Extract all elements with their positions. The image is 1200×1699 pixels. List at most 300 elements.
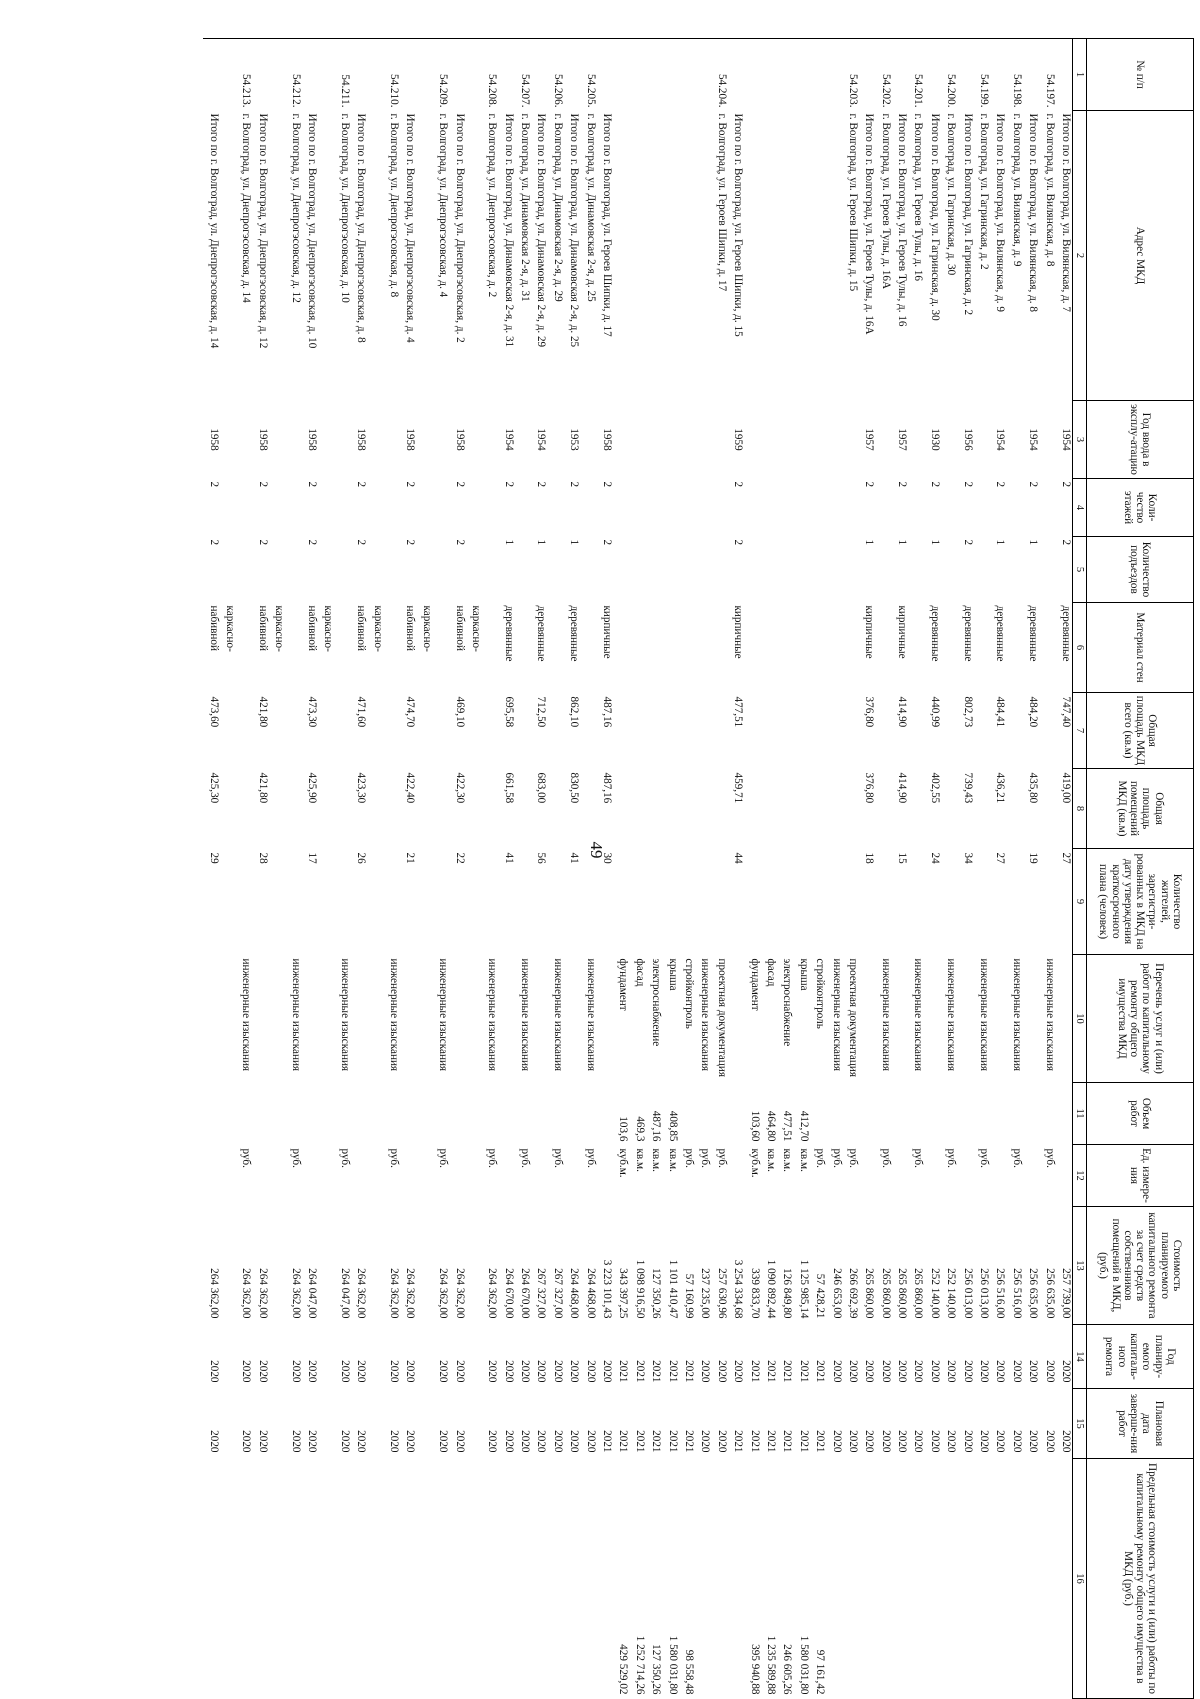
table-cell: 1 235 589,88 (764, 1635, 777, 1695)
table-cell: 257 739,00 (1060, 1268, 1072, 1319)
table-cell (351, 955, 367, 1083)
table-cell: 402,55 (928, 772, 941, 804)
column-number-cell: 13 (1073, 1207, 1087, 1325)
table-cell: руб. (699, 1148, 712, 1168)
table-row (990, 39, 1006, 1699)
header-cell-11: Объем работ (1087, 1083, 1194, 1145)
table-cell: инженерные изыскания (486, 958, 499, 1072)
table-cell (318, 955, 334, 1083)
table-cell: кирпичные (896, 605, 909, 659)
table-cell (761, 693, 777, 769)
table-cell (449, 955, 465, 1083)
table-cell (400, 1083, 416, 1145)
table-cell (449, 1145, 465, 1207)
table-cell (629, 769, 645, 849)
table-body (203, 39, 1072, 1699)
table-row (580, 39, 596, 1699)
table-cell: 2020 (1043, 1430, 1056, 1453)
table-cell (302, 1145, 318, 1207)
table-cell (482, 603, 498, 693)
table-cell: 422,30 (453, 772, 466, 804)
table-cell: 435,80 (1027, 772, 1040, 804)
table-cell: 2020 (584, 1360, 597, 1383)
table-cell: 1930 (928, 428, 941, 451)
table-cell: инженерные изыскания (1010, 958, 1023, 1072)
table-cell: 3 223 101,43 (601, 1259, 614, 1319)
table-cell: 44 (732, 852, 745, 864)
table-cell (367, 1325, 383, 1389)
table-cell (679, 39, 695, 111)
table-cell (384, 849, 400, 955)
table-cell (875, 479, 891, 537)
table-cell (941, 1083, 957, 1145)
table-cell (744, 111, 760, 401)
table-cell: проектная документация (715, 958, 728, 1078)
table-cell: кв.м. (797, 1148, 810, 1172)
table-cell: г. Волгоград, ул. Гагринская, д. 30 (945, 113, 958, 276)
table-cell: кирпичные (732, 605, 745, 659)
table-row (1023, 39, 1039, 1699)
table-cell (728, 955, 744, 1083)
table-cell (728, 1083, 744, 1145)
table-cell: фасад (633, 958, 646, 987)
table-row (416, 39, 432, 1699)
table-cell (548, 1459, 564, 1699)
table-cell: 1 580 031,80 (797, 1635, 810, 1695)
table-cell: 2020 (715, 1430, 728, 1453)
table-cell (564, 955, 580, 1083)
table-cell: деревянные (502, 605, 515, 662)
capital-repair-plan-table (203, 38, 1194, 1699)
table-cell (728, 1459, 744, 1699)
table-cell: 1958 (256, 428, 269, 451)
table-cell: руб. (683, 1148, 696, 1168)
table-row (433, 39, 449, 1699)
table-cell (761, 401, 777, 479)
table-cell (777, 39, 793, 111)
table-cell (416, 1083, 432, 1145)
table-cell (646, 769, 662, 849)
table-cell (1039, 603, 1055, 693)
table-cell (416, 1459, 432, 1699)
table-cell (433, 401, 449, 479)
table-cell (761, 39, 777, 111)
table-cell: 2021 (650, 1430, 663, 1453)
table-row (777, 39, 793, 1699)
table-cell: Итого по г. Волгоград, ул. Динамовская 2-я, д. 25 (568, 113, 581, 348)
table-cell: 103,60 (748, 1110, 761, 1142)
table-cell: 2021 (814, 1430, 827, 1453)
table-cell: 252 140,00 (928, 1268, 941, 1319)
table-cell (220, 693, 236, 769)
table-cell: 2021 (683, 1430, 696, 1453)
table-cell (269, 849, 285, 955)
table-row (810, 39, 826, 1699)
table-row (531, 39, 547, 1699)
table-cell: 264 362,00 (453, 1268, 466, 1319)
table-cell: 2021 (797, 1430, 810, 1453)
table-cell: 2020 (846, 1360, 859, 1383)
table-cell (908, 769, 924, 849)
table-row (515, 39, 531, 1699)
table-cell (1006, 401, 1022, 479)
table-cell (957, 39, 973, 111)
table-cell (662, 603, 678, 693)
table-cell: г. Волгоград, ул. Динамовская 2-я, д. 25 (584, 113, 597, 302)
table-cell (777, 693, 793, 769)
table-cell: 2021 (732, 1430, 745, 1453)
table-cell: 2020 (306, 1430, 319, 1453)
table-cell: 264 362,00 (240, 1268, 253, 1319)
table-cell (515, 603, 531, 693)
table-cell: 54.209. (433, 39, 449, 111)
table-cell: электроснабжение (781, 958, 794, 1047)
table-cell: руб. (912, 1148, 925, 1168)
table-cell: 267 327,00 (535, 1268, 548, 1319)
table-cell (351, 1083, 367, 1145)
table-cell (384, 603, 400, 693)
table-cell (974, 1083, 990, 1145)
table-cell (285, 603, 301, 693)
table-cell: 2020 (1027, 1430, 1040, 1453)
table-cell: г. Волгоград, ул. Днепрогэсовская, д. 12 (289, 113, 302, 303)
table-row (1006, 39, 1022, 1699)
table-cell (892, 1083, 908, 1145)
table-cell (318, 111, 334, 401)
table-cell: 1958 (207, 428, 220, 451)
table-cell: деревянные (928, 605, 941, 662)
table-cell: стройконтроль (683, 958, 696, 1029)
table-cell (515, 849, 531, 955)
header-cell-6: Материал стен (1087, 603, 1194, 693)
table-cell: 256 516,00 (1010, 1268, 1023, 1319)
table-cell: инженерные изыскания (338, 958, 351, 1072)
table-cell (843, 1083, 859, 1145)
table-row (482, 39, 498, 1699)
table-cell: 1958 (404, 428, 417, 451)
table-cell: 2020 (502, 1430, 515, 1453)
table-cell (777, 603, 793, 693)
table-cell (548, 603, 564, 693)
table-cell: 54.208. (482, 39, 498, 111)
table-cell: Итого по г. Волгоград, ул. Вилянская, д. 8 (1027, 113, 1040, 312)
table-cell (515, 769, 531, 849)
table-cell: кв.м. (764, 1148, 777, 1172)
table-cell: 2020 (256, 1430, 269, 1453)
table-cell: 419,00 (1060, 772, 1072, 804)
table-cell: кв.м. (650, 1148, 663, 1172)
table-cell (695, 693, 711, 769)
table-cell: 414,90 (896, 772, 909, 804)
table-cell (711, 1083, 727, 1145)
table-cell: 2020 (207, 1360, 220, 1383)
table-cell (334, 401, 350, 479)
table-cell (1023, 39, 1039, 111)
table-cell (318, 1459, 334, 1699)
header-cell-1: № п/п (1087, 39, 1194, 111)
table-cell: 264 670,00 (519, 1268, 532, 1319)
table-cell: 1954 (502, 428, 515, 451)
table-cell (908, 1083, 924, 1145)
table-cell: Итого по г. Волгоград, ул. Вилянская, д. 9 (994, 113, 1007, 312)
table-cell (334, 537, 350, 603)
table-cell (597, 955, 613, 1083)
table-row (236, 39, 252, 1699)
table-cell: 2020 (207, 1430, 220, 1453)
table-cell (810, 39, 826, 111)
table-cell (711, 693, 727, 769)
table-cell (810, 401, 826, 479)
column-number-cell: 7 (1073, 693, 1087, 769)
table-cell (843, 401, 859, 479)
table-cell (629, 849, 645, 955)
table-cell (531, 1083, 547, 1145)
table-cell (990, 39, 1006, 111)
table-cell: 2 (1027, 481, 1040, 488)
table-row (351, 39, 367, 1699)
table-cell (384, 693, 400, 769)
table-cell (482, 769, 498, 849)
table-cell: 264 362,00 (387, 1268, 400, 1319)
table-cell (220, 401, 236, 479)
table-cell (613, 39, 629, 111)
table-cell (646, 111, 662, 401)
table-cell (875, 1083, 891, 1145)
table-cell (236, 693, 252, 769)
table-cell (318, 479, 334, 537)
table-cell: 2020 (289, 1360, 302, 1383)
table-cell (466, 1207, 482, 1325)
table-cell: 2021 (748, 1360, 761, 1383)
table-cell (974, 603, 990, 693)
table-cell: 425,30 (207, 772, 220, 804)
table-cell (367, 111, 383, 401)
table-cell (400, 1459, 416, 1699)
table-cell: 414,90 (896, 696, 909, 728)
table-row (679, 39, 695, 1699)
table-cell: 2020 (338, 1360, 351, 1383)
table-row (728, 39, 744, 1699)
table-cell (220, 769, 236, 849)
table-row (384, 39, 400, 1699)
table-cell (302, 39, 318, 111)
table-header (1087, 39, 1194, 1699)
table-cell (826, 111, 842, 401)
table-cell (793, 603, 809, 693)
table-cell (433, 769, 449, 849)
table-cell (679, 111, 695, 401)
table-cell: г. Волгоград, ул. Вилянская, д. 8 (1043, 113, 1056, 267)
table-row (548, 39, 564, 1699)
table-cell: 127 350,26 (650, 1268, 663, 1319)
table-cell: 1 (1027, 539, 1040, 546)
column-number-cell: 3 (1073, 401, 1087, 479)
table-cell: 54.197. (1039, 39, 1055, 111)
table-cell (269, 1459, 285, 1699)
table-cell (548, 479, 564, 537)
table-cell: каркасно- (420, 605, 433, 652)
table-cell: 2021 (650, 1360, 663, 1383)
table-cell (629, 693, 645, 769)
table-cell: 477,51 (732, 696, 745, 728)
table-cell (498, 1083, 514, 1145)
table-cell: набивной (404, 605, 417, 651)
table-cell: кв.м. (781, 1148, 794, 1172)
table-cell (843, 1459, 859, 1699)
table-cell: 2020 (732, 1360, 745, 1383)
table-cell (384, 401, 400, 479)
table-cell (515, 401, 531, 479)
table-cell: 2020 (568, 1360, 581, 1383)
table-cell: 487,16 (601, 772, 614, 804)
table-cell (695, 537, 711, 603)
table-cell (826, 39, 842, 111)
table-cell (646, 603, 662, 693)
table-cell: стройконтроль (814, 958, 827, 1029)
table-cell: 2020 (863, 1360, 876, 1383)
table-cell (613, 849, 629, 955)
table-cell (580, 849, 596, 955)
table-cell: 54.212. (285, 39, 301, 111)
table-cell: руб. (1010, 1148, 1023, 1168)
table-cell (482, 537, 498, 603)
table-row (908, 39, 924, 1699)
table-cell (416, 1389, 432, 1459)
table-cell (416, 769, 432, 849)
table-cell (318, 39, 334, 111)
table-cell: 2020 (355, 1360, 368, 1383)
table-cell (679, 849, 695, 955)
table-cell: 739,43 (961, 772, 974, 804)
table-cell (826, 693, 842, 769)
table-cell: 265 860,00 (863, 1268, 876, 1319)
table-cell (203, 39, 219, 111)
table-cell (744, 769, 760, 849)
table-cell: 395 940,88 (748, 1644, 761, 1695)
table-cell: 2020 (404, 1360, 417, 1383)
table-cell (1006, 693, 1022, 769)
table-cell: 2 (535, 481, 548, 488)
table-cell: 267 327,00 (551, 1268, 564, 1319)
table-cell (810, 849, 826, 955)
table-cell: 264 362,00 (207, 1268, 220, 1319)
table-cell (646, 537, 662, 603)
table-cell: 264 468,00 (584, 1268, 597, 1319)
table-cell: деревянные (535, 605, 548, 662)
column-number-cell: 4 (1073, 479, 1087, 537)
header-cell-15: Плановая дата заверше-ния работ (1087, 1389, 1194, 1459)
table-cell: 1 580 031,80 (666, 1635, 679, 1695)
table-cell: деревянные (994, 605, 1007, 662)
table-cell: 2020 (1060, 1360, 1072, 1383)
table-cell: набивной (355, 605, 368, 651)
table-cell: инженерные изыскания (945, 958, 958, 1072)
table-cell (318, 1145, 334, 1207)
table-cell (859, 955, 875, 1083)
table-cell: 408,85 (666, 1110, 679, 1142)
table-cell (285, 693, 301, 769)
table-cell (793, 479, 809, 537)
table-cell: 2 (453, 481, 466, 488)
table-cell: 1 252 714,26 (633, 1635, 646, 1695)
table-cell (761, 537, 777, 603)
table-cell: 484,41 (994, 696, 1007, 728)
header-cell-5: Количество подъездов (1087, 537, 1194, 603)
table-cell: 1957 (896, 428, 909, 451)
table-cell (351, 39, 367, 111)
table-cell: 2021 (617, 1360, 630, 1383)
table-cell: руб. (1043, 1148, 1056, 1168)
table-cell: г. Волгоград, ул. Динамовская 2-я, д. 31 (519, 113, 532, 302)
table-cell: руб. (945, 1148, 958, 1168)
table-cell (679, 603, 695, 693)
table-cell: 21 (404, 852, 417, 864)
table-cell: Итого по г. Волгоград, ул. Днепрогэсовская, д. 10 (306, 113, 319, 349)
table-cell (777, 401, 793, 479)
table-cell: руб. (584, 1148, 597, 1168)
table-cell (646, 479, 662, 537)
table-cell: 2020 (240, 1430, 253, 1453)
table-cell: руб. (437, 1148, 450, 1168)
table-cell: Итого по г. Волгоград, ул. Днепрогэсовская, д. 4 (404, 113, 417, 343)
table-cell: Итого по г. Волгоград, ул. Героев Тулы, д. 16А (863, 113, 876, 335)
table-cell: 1954 (535, 428, 548, 451)
table-cell (548, 693, 564, 769)
table-cell (384, 537, 400, 603)
table-cell (466, 1083, 482, 1145)
table-cell (859, 39, 875, 111)
table-cell (367, 849, 383, 955)
table-cell: 421,80 (256, 772, 269, 804)
table-cell: Итого по г. Волгоград, ул. Динамовская 2-я, д. 29 (535, 113, 548, 348)
table-cell (269, 537, 285, 603)
table-cell: 2021 (666, 1430, 679, 1453)
table-cell (384, 479, 400, 537)
table-cell: 2 (207, 539, 220, 546)
table-cell: Итого по г. Волгоград, ул. Днепрогэсовская, д. 8 (355, 113, 368, 343)
table-cell: 256 635,00 (1027, 1268, 1040, 1319)
table-cell (1039, 479, 1055, 537)
table-cell: г. Волгоград, ул. Днепрогэсовская, д. 2 (486, 113, 499, 298)
table-cell: 252 140,00 (945, 1268, 958, 1319)
table-row (662, 39, 678, 1699)
table-cell (662, 479, 678, 537)
table-cell (482, 1459, 498, 1699)
header-cell-14: Год планиру-емого капиталь-ного ремонта (1087, 1325, 1194, 1389)
table-cell: 54.204. (711, 39, 727, 111)
table-cell (859, 1459, 875, 1699)
table-row (924, 39, 940, 1699)
table-cell (318, 1207, 334, 1325)
table-cell (302, 955, 318, 1083)
table-cell (793, 693, 809, 769)
table-cell: руб. (978, 1148, 991, 1168)
table-cell (498, 1145, 514, 1207)
table-cell (711, 479, 727, 537)
table-cell (777, 479, 793, 537)
table-cell (974, 769, 990, 849)
table-cell: 2 (863, 481, 876, 488)
table-cell (744, 693, 760, 769)
table-cell (285, 401, 301, 479)
table-cell: 2 (355, 481, 368, 488)
column-number-cell: 9 (1073, 849, 1087, 955)
table-cell (252, 1459, 268, 1699)
table-cell: Итого по г. Волгоград, ул. Днепрогэсовская, д. 2 (453, 113, 466, 343)
header-cell-3: Год ввода в эксплу-атацию (1087, 401, 1194, 479)
table-cell (269, 1389, 285, 1459)
table-cell: 2020 (387, 1430, 400, 1453)
